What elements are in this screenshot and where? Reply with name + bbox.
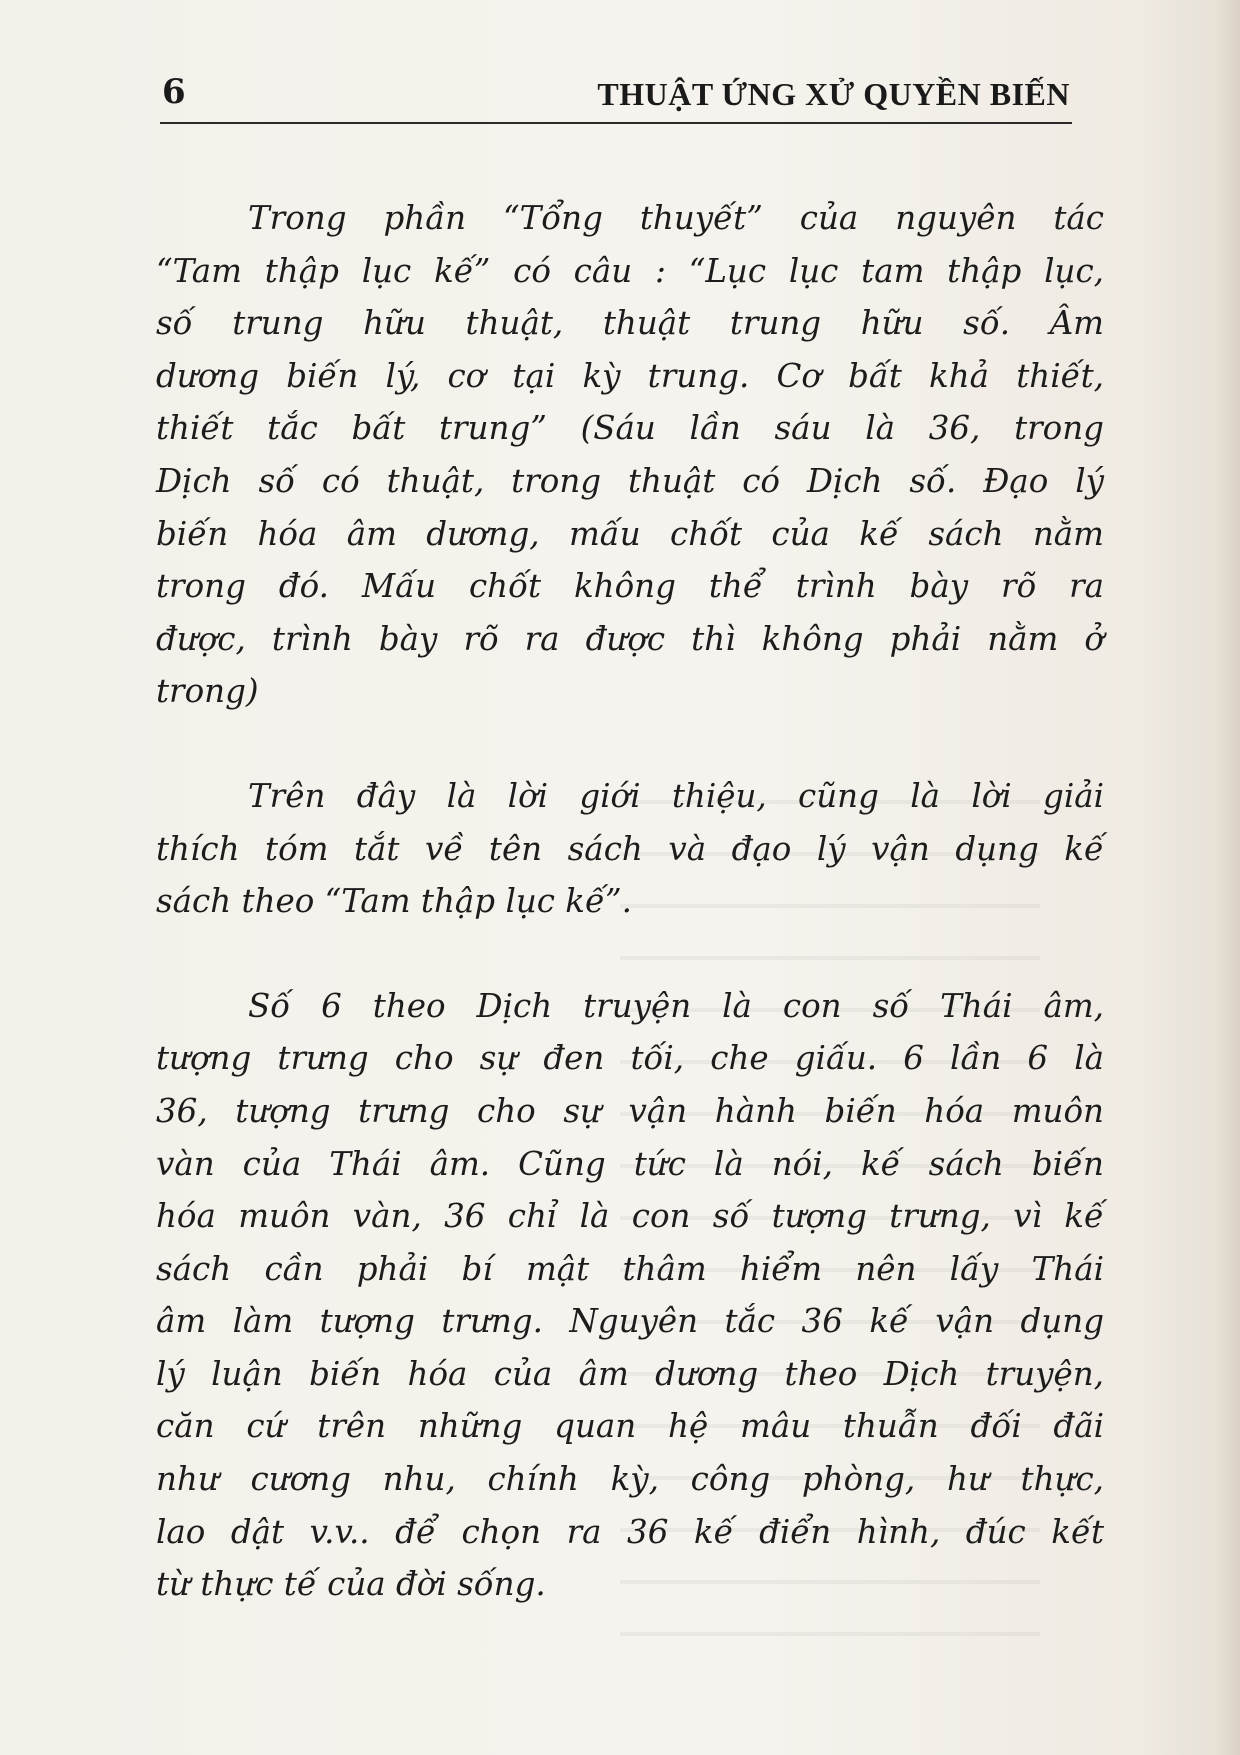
- text-line: từ thực tế của đời sống.: [156, 1565, 546, 1604]
- text-line: trong đó. Mấu chốt không thể trình bày rõ ra: [156, 567, 1104, 606]
- text-line: sách theo “Tam thập lục kế”.: [156, 882, 632, 921]
- text-line: “Tam thập lục kế” có câu : “Lục lục tam thập lục,: [156, 251, 1104, 290]
- paragraph-3: [156, 980, 1104, 1611]
- text-line: Trong phần “Tổng thuyết” của nguyên tác: [248, 199, 1104, 237]
- text-line: âm làm tượng trưng. Nguyên tắc 36 kế vận dụng: [156, 1302, 1104, 1341]
- text-line: Số 6 theo Dịch truyện là con số Thái âm,: [248, 986, 1104, 1025]
- text-line: Dịch số có thuật, trong thuật có Dịch số. Đạo lý: [156, 461, 1104, 500]
- text-line: số trung hữu thuật, thuật trung hữu số. Âm: [156, 304, 1104, 343]
- paragraph-1: [156, 192, 1104, 718]
- page-edge-shadow: [1212, 0, 1240, 1755]
- text-line: lao dật v.v.. để chọn ra 36 kế điển hình, đúc kết: [156, 1512, 1104, 1551]
- text-line: 36, tượng trưng cho sự vận hành biến hóa muôn: [156, 1091, 1104, 1130]
- text-line: vàn của Thái âm. Cũng tức là nói, kế sách biến: [156, 1144, 1104, 1183]
- text-line: như cương nhu, chính kỳ, công phòng, hư thực,: [156, 1460, 1104, 1499]
- body-text: [156, 192, 1104, 1611]
- header-rule: [160, 122, 1072, 124]
- text-line: dương biến lý, cơ tại kỳ trung. Cơ bất khả thiết,: [156, 356, 1104, 395]
- text-line: sách cần phải bí mật thâm hiểm nên lấy Thái: [156, 1249, 1104, 1288]
- text-line: thích tóm tắt về tên sách và đạo lý vận dụng kế: [156, 829, 1104, 868]
- text-line: căn cứ trên những quan hệ mâu thuẫn đối đãi: [156, 1407, 1104, 1446]
- page-number: 6: [162, 72, 186, 112]
- running-title: THUẬT ỨNG XỬ QUYỀN BIẾN: [597, 76, 1070, 112]
- text-line: Trên đây là lời giới thiệu, cũng là lời giải: [248, 776, 1104, 815]
- text-line: được, trình bày rõ ra được thì không phải nằm ở: [156, 619, 1104, 658]
- text-line: biến hóa âm dương, mấu chốt của kế sách nằm: [156, 514, 1104, 553]
- text-line: hóa muôn vàn, 36 chỉ là con số tượng trưng, vì kế: [156, 1197, 1104, 1236]
- text-line: lý luận biến hóa của âm dương theo Dịch truyện,: [156, 1354, 1104, 1393]
- text-line: tượng trưng cho sự đen tối, che giấu. 6 lần 6 là: [156, 1039, 1104, 1078]
- text-line: thiết tắc bất trung” (Sáu lần sáu là 36, trong: [156, 409, 1104, 448]
- page-header: [162, 72, 1070, 122]
- paragraph-2: [156, 770, 1104, 928]
- text-line: trong): [156, 672, 259, 711]
